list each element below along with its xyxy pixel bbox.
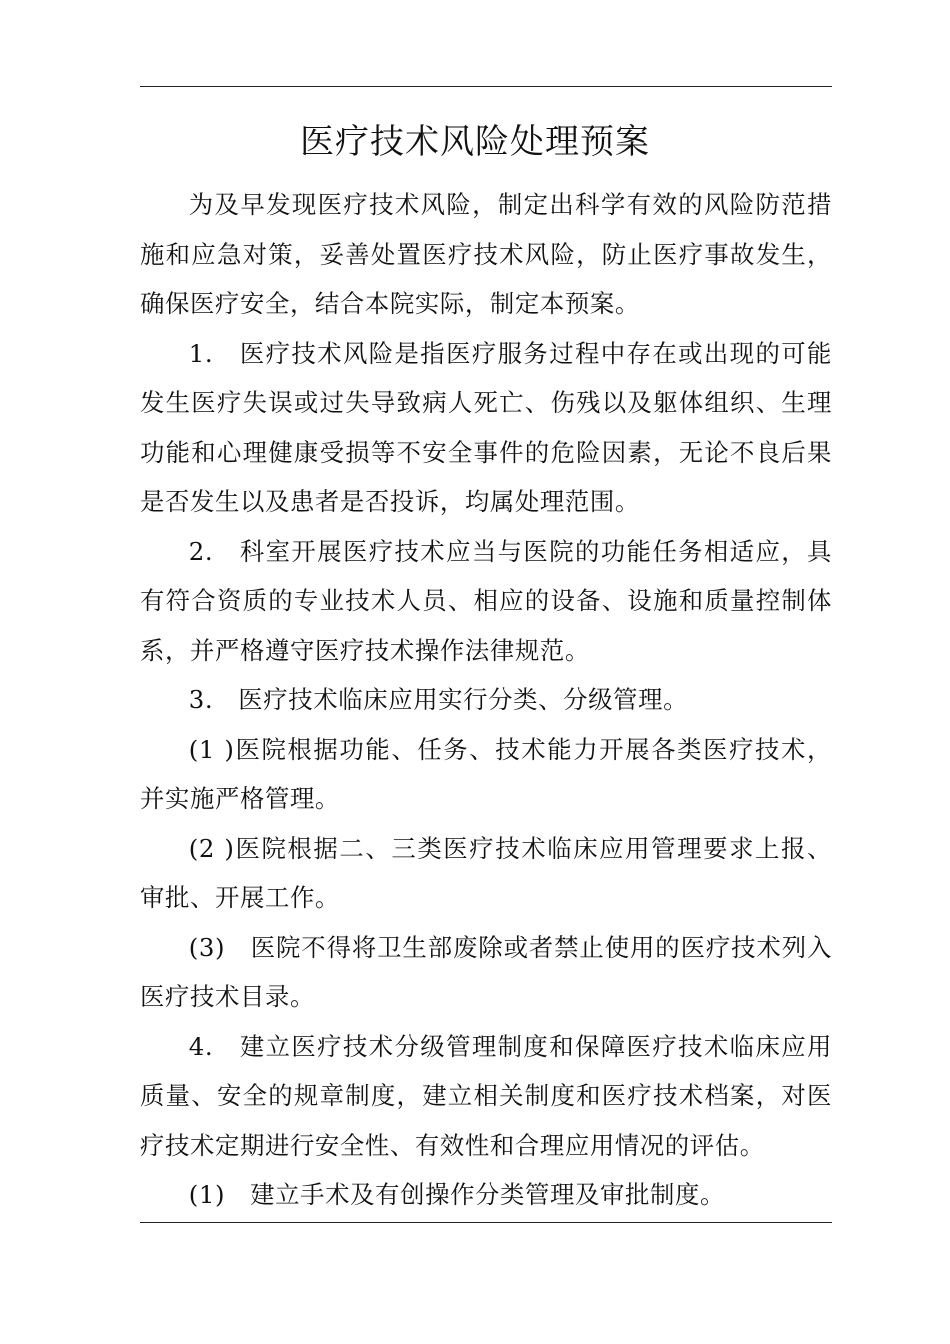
- header-rule: [140, 86, 832, 87]
- paragraph-item-2: 2. 科室开展医疗技术应当与医院的功能任务相适应，具有符合资质的专业技术人员、相应的设备、设施和质量控制体系，并严格遵守医疗技术操作法律规范。: [140, 536, 832, 665]
- document-title: 医疗技术风险处理预案: [300, 122, 650, 162]
- paragraph-intro: 为及早发现医疗技术风险，制定出科学有效的风险防范措施和应急对策，妥善处置医疗技术风险，防止医疗事故发生，确保医疗安全，结合本院实际，制定本预案。: [140, 190, 832, 318]
- document-body: [140, 180, 832, 1220]
- paragraph-item-3-2: (2 )医院根据二、三类医疗技术临床应用管理要求上报、审批、开展工作。: [140, 833, 832, 912]
- paragraph-item-3-1: (1 )医院根据功能、任务、技术能力开展各类医疗技术，并实施严格管理。: [140, 734, 832, 813]
- paragraph-item-1: 1. 医疗技术风险是指医疗服务过程中存在或出现的可能发生医疗失误或过失导致病人死亡、伤残以及躯体组织、生理功能和心理健康受损等不安全事件的危险因素，无论不良后果是否发生以及患者是否投诉，均属处理范围。: [140, 338, 832, 516]
- paragraph-item-3-3: (3) 医院不得将卫生部废除或者禁止使用的医疗技术列入医疗技术目录。: [140, 932, 832, 1011]
- paragraph-item-3: 3. 医疗技术临床应用实行分类、分级管理。: [188, 685, 689, 714]
- paragraph-item-4: 4. 建立医疗技术分级管理制度和保障医疗技术临床应用质量、安全的规章制度，建立相关制度和医疗技术档案，对医疗技术定期进行安全性、有效性和合理应用情况的评估。: [140, 1031, 832, 1160]
- footer-rule: [140, 1222, 832, 1223]
- paragraph-item-4-1: (1) 建立手术及有创操作分类管理及审批制度。: [188, 1180, 725, 1209]
